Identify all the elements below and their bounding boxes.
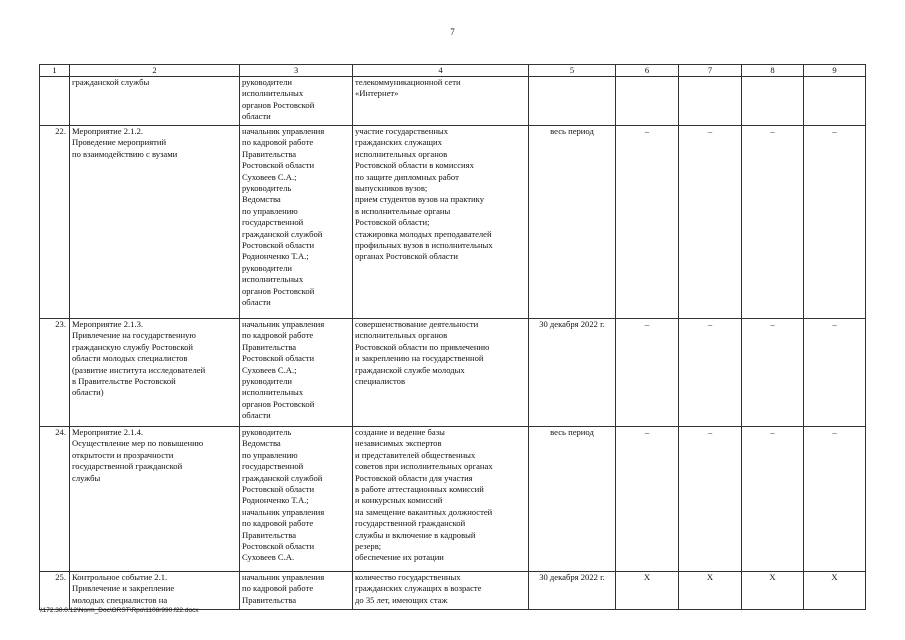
table-row bbox=[40, 319, 866, 427]
col9-cell: – bbox=[804, 319, 866, 427]
col6-cell: X bbox=[616, 572, 679, 610]
table-row bbox=[40, 126, 866, 319]
header-cell-4: 4 bbox=[353, 65, 529, 77]
header-cell-7: 7 bbox=[679, 65, 742, 77]
result-cell: создание и ведение базы независимых экспертов и представителей общественных советов при исполнительных органах Ростовской области для участия в работе аттестационных комиссий и конкурсных комиссий на замещение вакантных должностей государственной гражданской службы и включение в кадровый резерв; обеспечение их ротации bbox=[353, 427, 529, 572]
responsible-cell: руководители исполнительных органов Ростовской области bbox=[240, 77, 353, 126]
page-number: 7 bbox=[450, 27, 455, 37]
term-cell: 30 декабря 2022 г. bbox=[529, 319, 616, 427]
header-cell-6: 6 bbox=[616, 65, 679, 77]
responsible-cell: начальник управления по кадровой работе Правительства Ростовской области Суховеев С.А.; руководитель Ведомства по управлению государственной гражданской службой Ростовской области Родионченко Т.А.; руководители исполнительных органов Ростовской области bbox=[240, 126, 353, 319]
event-cell: гражданской службы bbox=[70, 77, 240, 126]
col8-cell: – bbox=[742, 319, 804, 427]
result-cell: телекоммуникационной сети «Интернет» bbox=[353, 77, 529, 126]
header-cell-8: 8 bbox=[742, 65, 804, 77]
col7-cell: – bbox=[679, 126, 742, 319]
col6-cell: – bbox=[616, 319, 679, 427]
col8-cell bbox=[742, 77, 804, 126]
result-cell: количество государственных гражданских служащих в возрасте до 35 лет, имеющих стаж bbox=[353, 572, 529, 610]
col9-cell bbox=[804, 77, 866, 126]
event-cell: Мероприятие 2.1.2. Проведение мероприятий по взаимодействию с вузами bbox=[70, 126, 240, 319]
table-row bbox=[40, 572, 866, 610]
event-cell: Контрольное событие 2.1. Привлечение и закрепление молодых специалистов на bbox=[70, 572, 240, 610]
program-table bbox=[39, 64, 866, 610]
table-row bbox=[40, 427, 866, 572]
col8-cell: X bbox=[742, 572, 804, 610]
result-cell: участие государственных гражданских служащих исполнительных органов Ростовской области в комиссиях по защите дипломных работ выпускников вузов; прием студентов вузов на практику в исполнительные органы Ростовской области; стажировка молодых преподавателей профильных вузов в исполнительных органах Ростовской области bbox=[353, 126, 529, 319]
table-row bbox=[40, 77, 866, 126]
responsible-cell: начальник управления по кадровой работе Правительства Ростовской области Суховеев С.А.; руководители исполнительных органов Ростовской области bbox=[240, 319, 353, 427]
row-number: 25. bbox=[40, 572, 70, 610]
row-number: 23. bbox=[40, 319, 70, 427]
row-number: 22. bbox=[40, 126, 70, 319]
row-number bbox=[40, 77, 70, 126]
term-cell: весь период bbox=[529, 126, 616, 319]
col7-cell: – bbox=[679, 427, 742, 572]
term-cell bbox=[529, 77, 616, 126]
col7-cell bbox=[679, 77, 742, 126]
header-cell-1: 1 bbox=[40, 65, 70, 77]
col9-cell: – bbox=[804, 126, 866, 319]
col7-cell: X bbox=[679, 572, 742, 610]
col6-cell bbox=[616, 77, 679, 126]
term-cell: 30 декабря 2022 г. bbox=[529, 572, 616, 610]
col6-cell: – bbox=[616, 126, 679, 319]
responsible-cell: руководитель Ведомства по управлению государственной гражданской службой Ростовской области Родионченко Т.А.; начальник управления по кадровой работе Правительства Ростовской области Суховеев С.А. bbox=[240, 427, 353, 572]
column-number-row bbox=[40, 65, 866, 77]
col8-cell: – bbox=[742, 126, 804, 319]
col6-cell: – bbox=[616, 427, 679, 572]
file-path-footer: \\172.30.0.12\Norm_Doc\ORST\Rpo\1108r990.f22.docx bbox=[39, 607, 199, 614]
header-cell-9: 9 bbox=[804, 65, 866, 77]
header-cell-2: 2 bbox=[70, 65, 240, 77]
result-cell: совершенствование деятельности исполнительных органов Ростовской области по привлечению и закреплению на государственной гражданской службе молодых специалистов bbox=[353, 319, 529, 427]
header-cell-3: 3 bbox=[240, 65, 353, 77]
row-number: 24. bbox=[40, 427, 70, 572]
header-cell-5: 5 bbox=[529, 65, 616, 77]
term-cell: весь период bbox=[529, 427, 616, 572]
col7-cell: – bbox=[679, 319, 742, 427]
col8-cell: – bbox=[742, 427, 804, 572]
event-cell: Мероприятие 2.1.4. Осуществление мер по повышению открытости и прозрачности государственной гражданской службы bbox=[70, 427, 240, 572]
responsible-cell: начальник управления по кадровой работе Правительства bbox=[240, 572, 353, 610]
col9-cell: – bbox=[804, 427, 866, 572]
event-cell: Мероприятие 2.1.3. Привлечение на государственную гражданскую службу Ростовской области молодых специалистов (развитие института исследователей в Правительстве Ростовской области) bbox=[70, 319, 240, 427]
col9-cell: X bbox=[804, 572, 866, 610]
